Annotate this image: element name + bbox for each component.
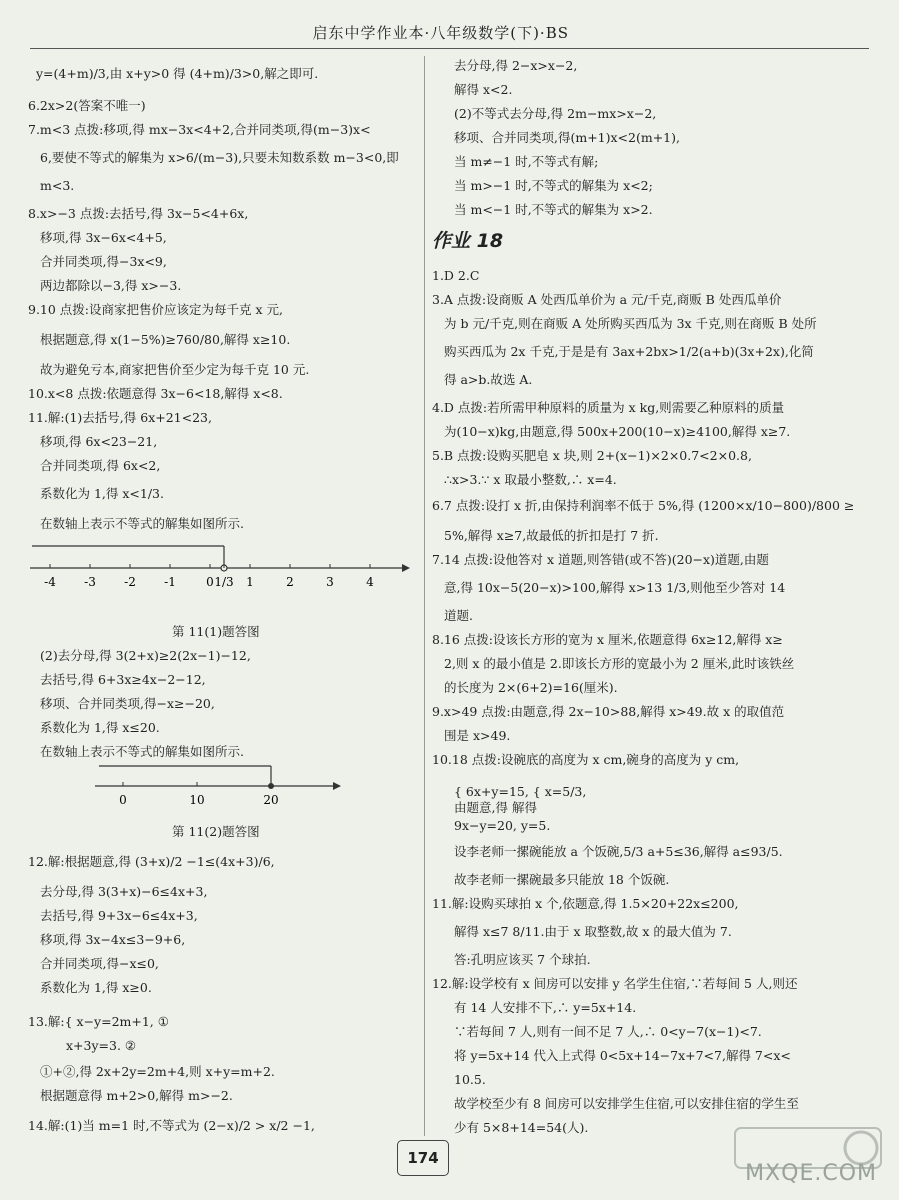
left-line: 故为避免亏本,商家把售价至少定为每千克 10 元. [40, 362, 310, 377]
number-line-1-tick-label: 3 [326, 575, 334, 589]
number-line-2 [95, 758, 345, 808]
right-line: 9x−y=20, y=5. [454, 818, 551, 833]
right-line: 围是 x>49. [444, 728, 511, 743]
right-line: 11.解:设购买球拍 x 个,依题意,得 1.5×20+22x≤200, [432, 896, 739, 911]
number-line-1-tick-label: 1 [246, 575, 254, 589]
left-line: 合并同类项,得−3x<9, [40, 254, 167, 269]
right-line: 3.A 点拨:设商贩 A 处西瓜单价为 a 元/千克,商贩 B 处西瓜单价 [432, 292, 782, 307]
left-line: 系数化为 1,得 x<1/3. [40, 486, 164, 501]
right-line: 少有 5×8+14=54(人). [454, 1120, 589, 1135]
page-number: 174 [397, 1140, 449, 1176]
right-line: 意,得 10x−5(20−x)>100,解得 x>13 1/3,则他至少答对 14 [444, 580, 786, 595]
right-line: 9.x>49 点拨:由题意,得 2x−10>88,解得 x>49.故 x 的取值范 [432, 704, 785, 719]
number-line-1-caption: 第 11(1)题答图 [172, 624, 260, 639]
left-line: 合并同类项,得−x≤0, [40, 956, 159, 971]
left-line: 13.解:{ x−y=2m+1, ① [28, 1014, 169, 1029]
right-line: 购买西瓜为 2x 千克,于是是有 3ax+2bx>1/2(a+b)(3x+2x),化简 [444, 344, 814, 359]
right-line: 得 a>b.故选 A. [444, 372, 533, 387]
left-line: 12.解:根据题意,得 (3+x)/2 −1≤(4x+3)/6, [28, 854, 275, 869]
number-line-1 [30, 540, 410, 610]
right-line: ∴x>3.∵ x 取最小整数,∴ x=4. [444, 472, 617, 487]
right-line: 1.D 2.C [432, 268, 480, 283]
right-line: 的长度为 2×(6+2)=16(厘米). [444, 680, 618, 695]
number-line-2-tick-label: 10 [189, 793, 205, 807]
left-line: 在数轴上表示不等式的解集如图所示. [40, 516, 244, 531]
left-line: ①+②,得 2x+2y=2m+4,则 x+y=m+2. [40, 1064, 275, 1079]
right-line: 12.解:设学校有 x 间房可以安排 y 名学生住宿,∵若每间 5 人,则还 [432, 976, 798, 991]
left-line: 合并同类项,得 6x<2, [40, 458, 161, 473]
left-line: 系数化为 1,得 x≥0. [40, 980, 152, 995]
right-line: 当 m>−1 时,不等式的解集为 x<2; [454, 178, 653, 193]
number-line-1-tick-label: -3 [84, 575, 96, 589]
number-line-1-tick-label: 4 [366, 575, 374, 589]
left-line: 移项,得 6x<23−21, [40, 434, 158, 449]
right-line: 有 14 人安排不下,∴ y=5x+14. [454, 1000, 637, 1015]
right-line: 为(10−x)kg,由题意,得 500x+200(10−x)≥4100,解得 x≥7. [444, 424, 791, 439]
right-line: 当 m<−1 时,不等式的解集为 x>2. [454, 202, 653, 217]
right-line: ∵若每间 7 人,则有一间不足 7 人,∴ 0<y−7(x−1)<7. [454, 1024, 762, 1039]
left-line: x+3y=3. ② [66, 1038, 137, 1053]
section-title: 作业 18 [432, 230, 504, 252]
right-line: 6.7 点拨:设打 x 折,由保持利润率不低于 5%,得 (1200×x/10−800)/800 ≥ [432, 498, 855, 513]
left-line: 移项、合并同类项,得−x≥−20, [40, 696, 215, 711]
left-line: 10.x<8 点拨:依题意得 3x−6<18,解得 x<8. [28, 386, 283, 401]
number-line-2-caption: 第 11(2)题答图 [172, 824, 260, 839]
number-line-1-tick-label: 1/3 [214, 575, 234, 589]
right-line: 将 y=5x+14 代入上式得 0<5x+14−7x+7<7,解得 7<x< [454, 1048, 791, 1063]
right-line: 2,则 x 的最小值是 2.即该长方形的宽最小为 2 厘米,此时该铁丝 [444, 656, 795, 671]
right-line: 5%,解得 x≥7,故最低的折扣是打 7 折. [444, 528, 659, 543]
left-line: y=(4+m)/3,由 x+y>0 得 (4+m)/3>0,解之即可. [36, 66, 319, 81]
right-line: (2)不等式去分母,得 2m−mx>x−2, [454, 106, 657, 121]
left-line: 去括号,得 9+3x−6≤4x+3, [40, 908, 198, 923]
number-line-1-tick-label: 2 [286, 575, 294, 589]
right-line: 故学校至少有 8 间房可以安排学生住宿,可以安排住宿的学生至 [454, 1096, 799, 1111]
header-title: 启东中学作业本·八年级数学(下)·BS [312, 24, 569, 42]
right-line: 4.D 点拨:若所需甲种原料的质量为 x kg,则需要乙种原料的质量 [432, 400, 785, 415]
number-line-1-tick-label: -4 [44, 575, 56, 589]
left-line: 6,要使不等式的解集为 x>6/(m−3),只要未知数系数 m−3<0,即 [40, 150, 399, 165]
right-line: 移项、合并同类项,得(m+1)x<2(m+1), [454, 130, 680, 145]
left-line: 7.m<3 点拨:移项,得 mx−3x<4+2,合并同类项,得(m−3)x< [28, 122, 371, 137]
left-line: 11.解:(1)去括号,得 6x+21<23, [28, 410, 212, 425]
right-line: 7.14 点拨:设他答对 x 道题,则答错(或不答)(20−x)道题,由题 [432, 552, 769, 567]
left-line: (2)去分母,得 3(2+x)≥2(2x−1)−12, [40, 648, 251, 663]
header [30, 18, 869, 49]
left-line: m<3. [40, 178, 75, 193]
right-line: 10.18 点拨:设碗底的高度为 x cm,碗身的高度为 y cm, [432, 752, 740, 767]
right-line: 当 m≠−1 时,不等式有解; [454, 154, 599, 169]
right-line: 10.5. [454, 1072, 486, 1087]
left-line: 两边都除以−3,得 x>−3. [40, 278, 182, 293]
right-line: 解得 x<2. [454, 82, 513, 97]
right-line: 道题. [444, 608, 473, 623]
left-line: 6.2x>2(答案不唯一) [28, 98, 146, 113]
number-line-2-tick-label: 20 [263, 793, 279, 807]
left-line: 移项,得 3x−4x≤3−9+6, [40, 932, 186, 947]
left-line: 系数化为 1,得 x≤20. [40, 720, 160, 735]
left-line: 14.解:(1)当 m=1 时,不等式为 (2−x)/2 > x/2 −1, [28, 1118, 315, 1133]
right-line: 由题意,得 解得 [454, 800, 537, 815]
right-line: { 6x+y=15, { x=5/3, [454, 784, 587, 799]
left-line: 根据题意得 m+2>0,解得 m>−2. [40, 1088, 233, 1103]
right-line: 8.16 点拨:设该长方形的宽为 x 厘米,依题意得 6x≥12,解得 x≥ [432, 632, 783, 647]
left-line: 移项,得 3x−6x<4+5, [40, 230, 167, 245]
column-divider [424, 56, 425, 1136]
number-line-1-tick-label: -1 [164, 575, 176, 589]
left-line: 8.x>−3 点拨:去括号,得 3x−5<4+6x, [28, 206, 249, 221]
number-line-2-tick-label: 0 [119, 793, 127, 807]
right-line: 答:孔明应该买 7 个球拍. [454, 952, 591, 967]
right-line: 设李老师一摞碗能放 a 个饭碗,5/3 a+5≤36,解得 a≤93/5. [454, 844, 783, 859]
left-line: 9.10 点拨:设商家把售价应该定为每千克 x 元, [28, 302, 283, 317]
left-line: 根据题意,得 x(1−5%)≥760/80,解得 x≥10. [40, 332, 291, 347]
left-line: 去分母,得 3(3+x)−6≤4x+3, [40, 884, 208, 899]
right-line: 去分母,得 2−x>x−2, [454, 58, 578, 73]
right-line: 解得 x≤7 8/11.由于 x 取整数,故 x 的最大值为 7. [454, 924, 732, 939]
watermark-text: MXQE.COM [745, 1161, 877, 1186]
right-line: 故李老师一摞碗最多只能放 18 个饭碗. [454, 872, 670, 887]
number-line-1-tick-label: -2 [124, 575, 136, 589]
right-line: 为 b 元/千克,则在商贩 A 处所购买西瓜为 3x 千克,则在商贩 B 处所 [444, 316, 817, 331]
left-line: 在数轴上表示不等式的解集如图所示. [40, 744, 244, 759]
number-line-1-tick-label: 0 [206, 575, 214, 589]
left-line: 去括号,得 6+3x≥4x−2−12, [40, 672, 206, 687]
right-line: 5.B 点拨:设购买肥皂 x 块,则 2+(x−1)×2×0.7<2×0.8, [432, 448, 752, 463]
